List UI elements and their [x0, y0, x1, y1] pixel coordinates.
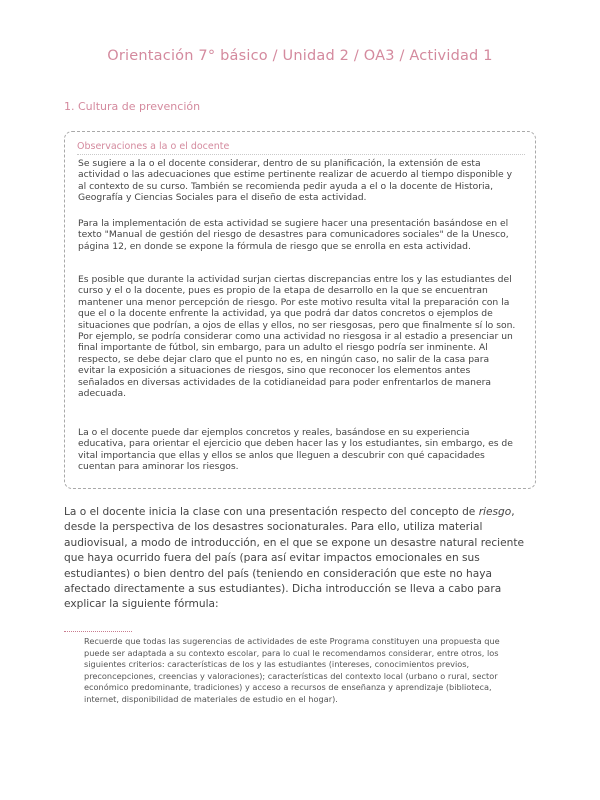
body-text-emphasis: riesgo: [478, 506, 512, 518]
teacher-notes-paragraph-2: Para la implementación de esta actividad se sugiere hacer una presentación basándose en el texto "Manual de gestión del riesgo de desastres para comunicadores sociales" de la Unesco, página 12, en donde se expone la fórmula de riesgo que se enrolla en esta actividad.: [78, 218, 509, 252]
body-text-part-2: , desde la perspectiva de los desastres socionaturales. Para ello, utiliza material audiovisual, a modo de introducción, en el que se expone un desastre natural reciente que haya ocurrido fuera del país (para así evitar impactos emocionales en sus estudiantes) o bien dentro del país (teniendo en consideración que este no haya afectado directamente a sus estudiantes). Dicha introducción se lleva a cabo para explicar la siguiente fórmula:: [64, 506, 525, 611]
teacher-notes-title: Observaciones a la o el docente: [77, 141, 230, 152]
section-heading: 1. Cultura de prevención: [64, 100, 201, 113]
body-text-part-1: La o el docente inicia la clase con una presentación respecto del concepto de: [64, 506, 479, 518]
footnote-separator: [64, 631, 132, 632]
page-header-title: Orientación 7° básico / Unidad 2 / OA3 / Actividad 1: [107, 48, 493, 64]
teacher-notes-paragraph-4: La o el docente puede dar ejemplos concretos y reales, basándose en su experiencia educativa, para orientar el ejercicio que deben hacer las y los estudiantes, sin embargo, es de vital importancia que ellas y ellos se anlos que lleguen a descubrir con qué capacidades cuentan para aminorar los riesgos.: [78, 427, 513, 473]
teacher-notes-divider: [77, 154, 525, 155]
main-body-paragraph: [64, 505, 536, 613]
teacher-notes-paragraph-3: Es posible que durante la actividad surjan ciertas discrepancias entre los y las estudiantes del curso y el o la docente, pues es propio de la etapa de desarrollo en la que se encuentran mantener una menor percepción de riesgo. Por este motivo resulta vital la preparación con la que el o la docente enfrente la actividad, ya que podrá dar datos concretos o ejemplos de situaciones que podrían, a ojos de ellas y ellos, no ser riesgosas, pero que finalmente sí lo son. Por ejemplo, se podría considerar como una actividad no riesgosa ir al estadio a presenciar un final importante de fútbol, sin embargo, para un adulto el riesgo podría ser inminente. Al respecto, se debe dejar claro que el punto no es, en ningún caso, no salir de la casa para evitar la exposición a situaciones de riesgos, sino que reconocer los elementos antes señalados en diversas actividades de la cotidianeidad para poder enfrentarlos de manera adecuada.: [78, 274, 516, 400]
footnote-text: Recuerde que todas las sugerencias de actividades de este Programa constituyen una propuesta que puede ser adaptada a su contexto escolar, para lo cual le recomendamos considerar, entre otros, los siguientes criterios: características de los y las estudiantes (intereses, conocimientos previos, preconcepciones, creencias y valoraciones); características del contexto local (urbano o rural, sector económico predominante, tradiciones) y acceso a recursos de enseñanza y aprendizaje (biblioteca, internet, disponibilidad de materiales de estudio en el hogar).: [84, 636, 500, 704]
teacher-notes-paragraph-1: Se sugiere a la o el docente considerar, dentro de su planificación, la extensión de esta actividad o las adecuaciones que estime pertinente realizar de acuerdo al tiempo disponible y al contexto de su curso. También se recomienda pedir ayuda a el o la docente de Historia, Geografía y Ciencias Sociales para el diseño de esta actividad.: [78, 158, 513, 204]
